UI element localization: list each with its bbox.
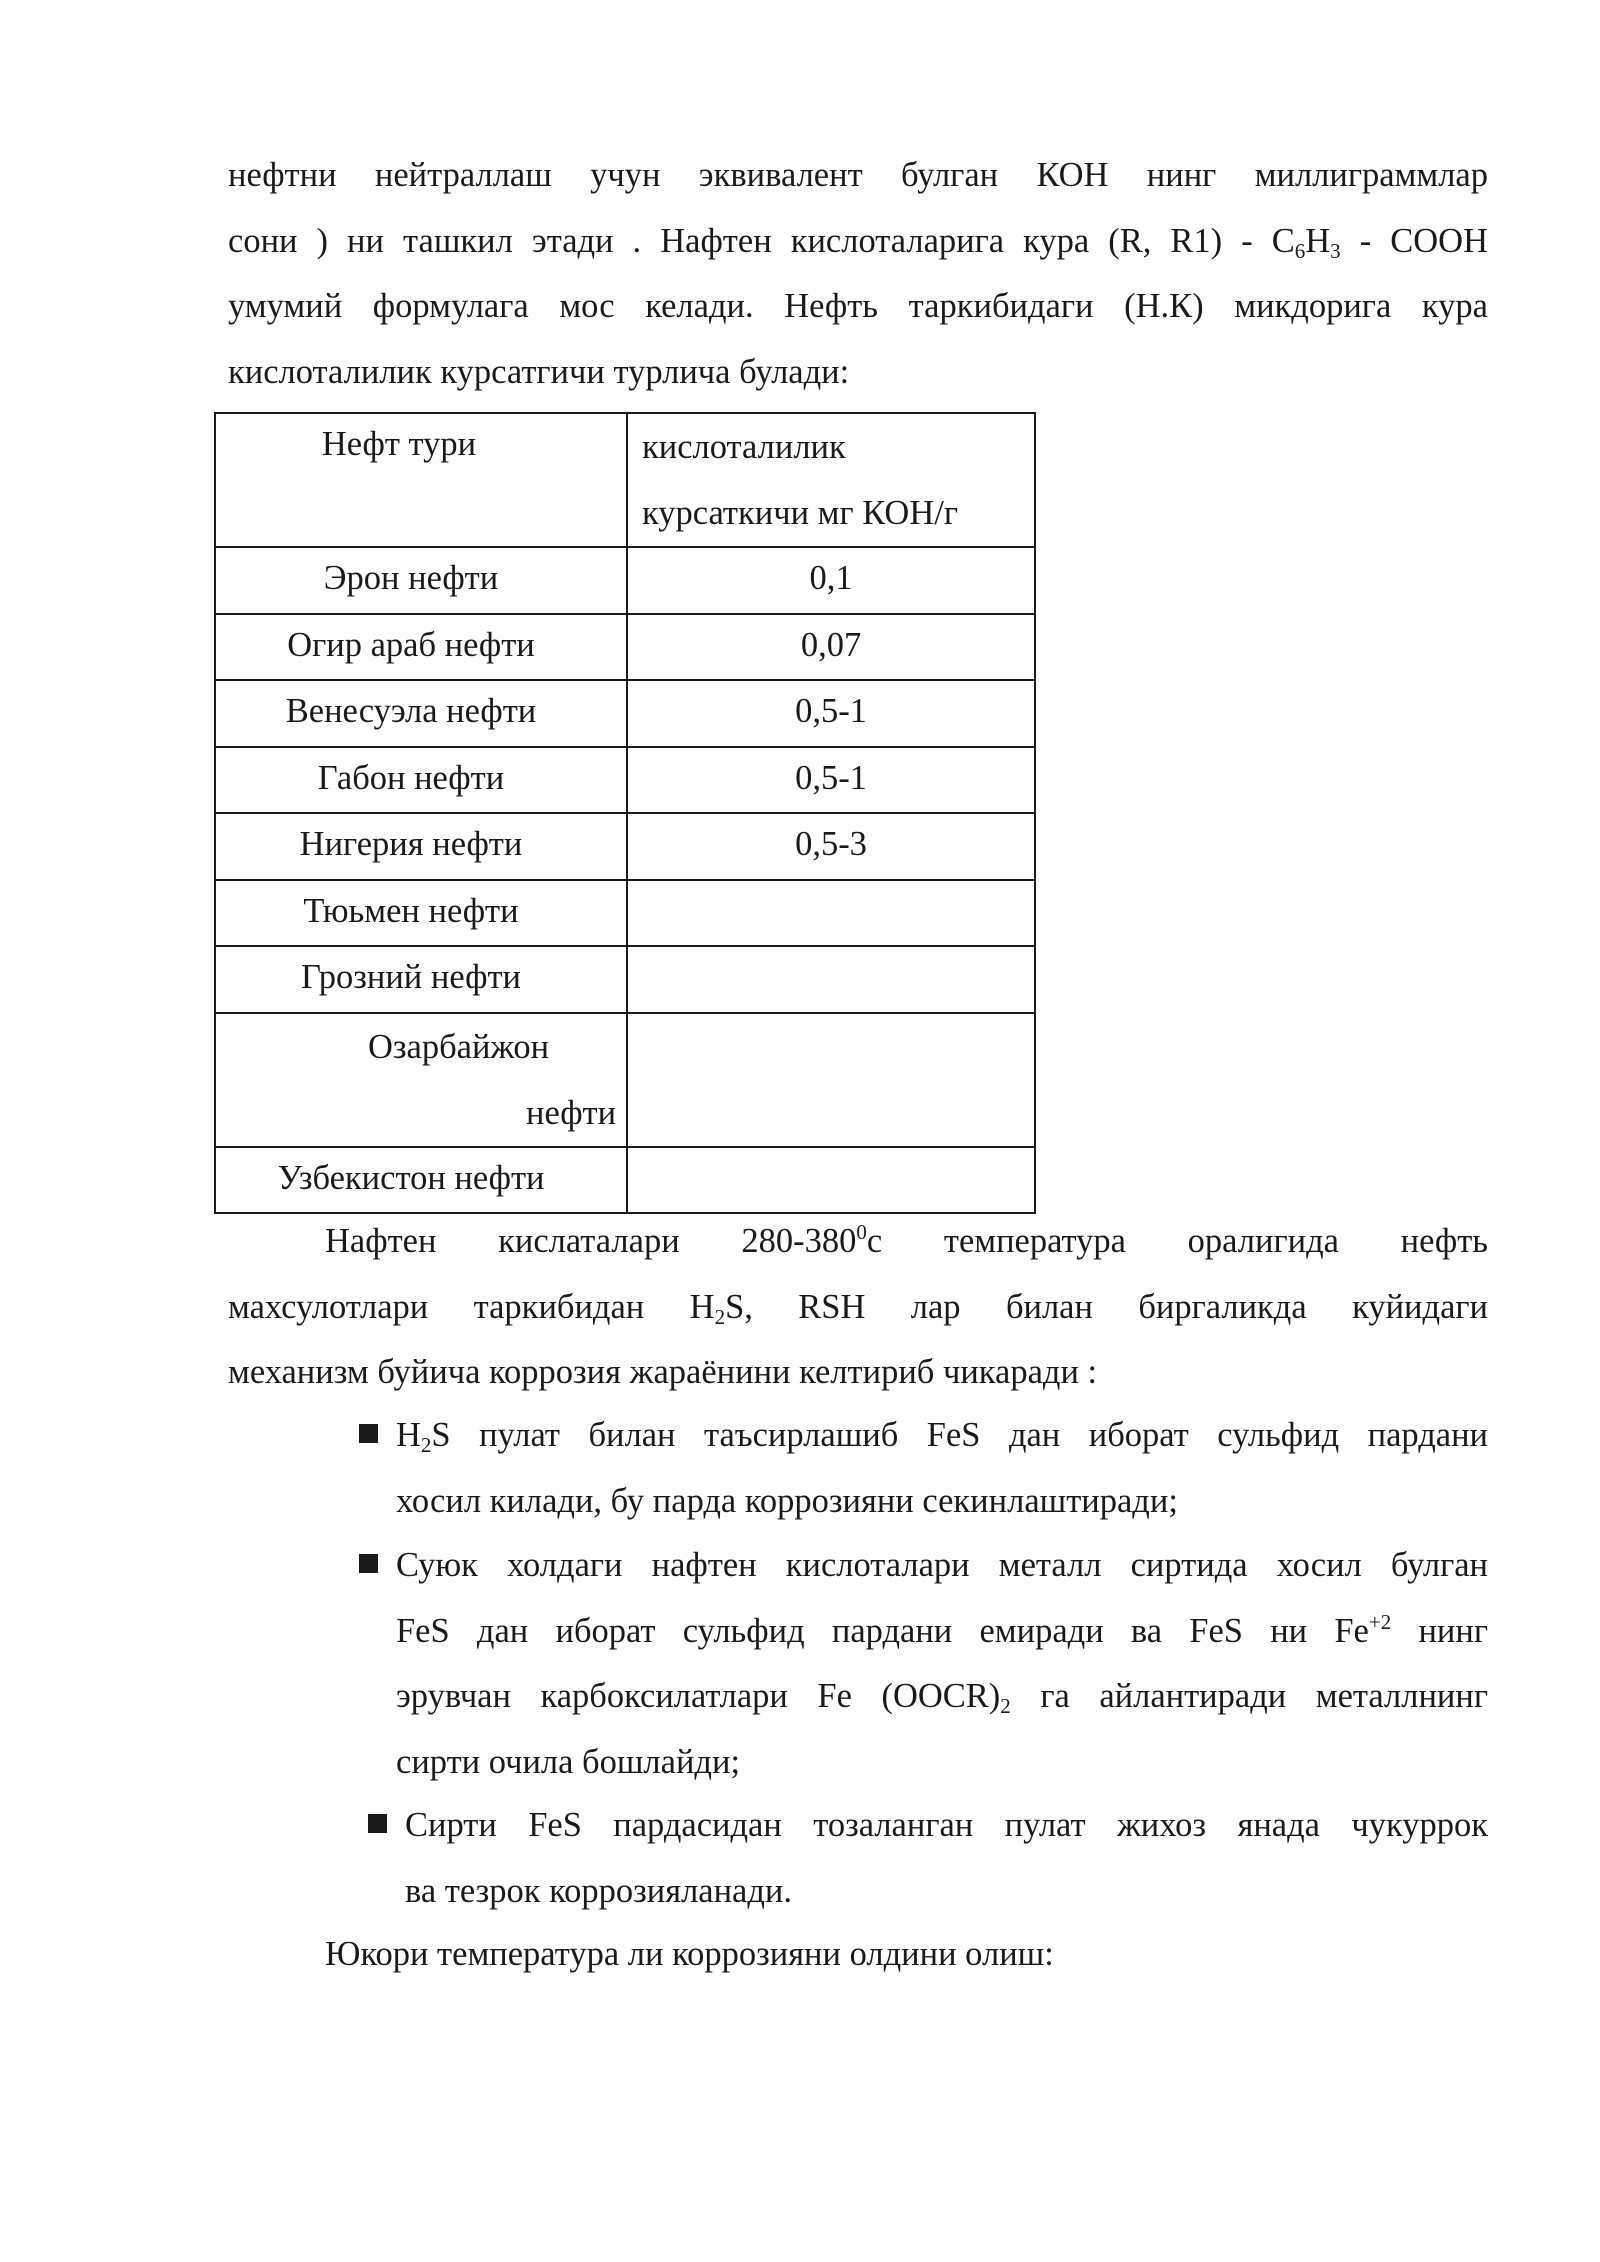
text-line: махсулотлари таркибидан $H_2S$, RSH лар билан биргаликда куйидаги: [228, 1287, 1488, 1329]
table-row: [215, 547, 1035, 614]
table-row: [215, 1013, 1035, 1147]
acidity-value: 0,5-1: [795, 758, 867, 797]
acidity-value: 0,5-1: [795, 692, 867, 730]
text-line: $H_2S$ пулат билан таъсирлашиб FeS дан иборат сульфид пардани: [396, 1416, 1488, 1457]
text-line: сони ) ни ташкил этади . Нафтен кислоталарига кура (R, $R1) - C_6H_3$ - COOH: [228, 221, 1488, 263]
text-line: Нафтен кислаталари $280-380^0c$ температура оралигида нефть: [325, 1220, 1489, 1260]
square-bullet-icon: [359, 1424, 378, 1443]
table-row: [215, 946, 1035, 1013]
acidity-value: [628, 1148, 1034, 1150]
text-line: эрувчан карбоксилатлари Fe $(OOCR)_2$ га айлантиради металлнинг: [396, 1677, 1488, 1718]
text-line: хосил килади, бу парда коррозияни секинлаштиради;: [396, 1481, 1178, 1520]
text-line: умумий формулага мос келади. Нефть таркибидаги (Н.К) микдорига кура: [228, 287, 1488, 325]
oil-name: Нигерия нефти: [299, 825, 523, 863]
table-row: [215, 1147, 1035, 1214]
square-bullet-icon: [359, 1554, 378, 1573]
text-line: FeS дан иборат сульфид пардани емиради ва FeS ни $Fe^{+2}$ нинг: [396, 1609, 1488, 1650]
oil-name: Огир араб нефти: [287, 625, 535, 664]
acidity-value: 0,1: [809, 559, 853, 597]
section-heading: Юкори температура ли коррозияни олдини олиш:: [325, 1935, 1054, 1973]
text-line: нефтни нейтраллаш учун эквивалент булган КОН нинг миллиграммлар: [228, 156, 1488, 194]
bullet-item: [405, 1793, 1488, 1924]
oil-name: Эрон нефти: [323, 559, 499, 597]
table-row: [215, 747, 1035, 814]
square-bullet-icon: [368, 1814, 387, 1833]
oil-name: Озарбайжон нефти: [368, 1027, 617, 1132]
text-line: Сирти FeS пардасидан тозаланган пулат жихоз янада чукуррок: [405, 1806, 1488, 1844]
acidity-value: [628, 947, 1034, 949]
oil-name: Тюьмен нефти: [303, 891, 519, 930]
acidity-table: [214, 412, 1036, 1214]
intro-paragraph: [228, 143, 1488, 405]
acidity-value: 0,07: [800, 625, 862, 664]
bullet-item: [396, 1403, 1488, 1534]
header-oil-type: Нефт тури: [321, 425, 477, 463]
oil-name: Габон нефти: [317, 758, 505, 797]
table-row: [215, 614, 1035, 681]
oil-name: Узбекистон нефти: [277, 1158, 545, 1197]
acidity-value: [628, 881, 1034, 883]
acidity-value: [628, 1014, 1034, 1016]
table-header-row: [215, 413, 1035, 547]
naften-paragraph: [228, 1209, 1488, 1406]
text-line: Суюк холдаги нафтен кислоталари металл сиртида хосил булган: [396, 1546, 1488, 1584]
table-row: [215, 880, 1035, 947]
table-row: [215, 813, 1035, 880]
text-line: ва тезрок коррозияланади.: [405, 1871, 793, 1910]
text-line: сирти очила бошлайди;: [396, 1742, 741, 1781]
text-line: механизм буйича коррозия жараёнини келтириб чикаради :: [228, 1353, 1098, 1391]
bullet-item: [396, 1533, 1488, 1795]
acidity-value: 0,5-3: [795, 825, 867, 863]
oil-name: Венесуэла нефти: [285, 692, 537, 730]
oil-name: Грозний нефти: [300, 958, 521, 996]
text-line: кислоталилик курсатгичи турлича булади:: [228, 352, 850, 391]
header-acidity: кислоталилик курсаткичи мг КОН/г: [642, 428, 958, 532]
table-row: [215, 680, 1035, 747]
